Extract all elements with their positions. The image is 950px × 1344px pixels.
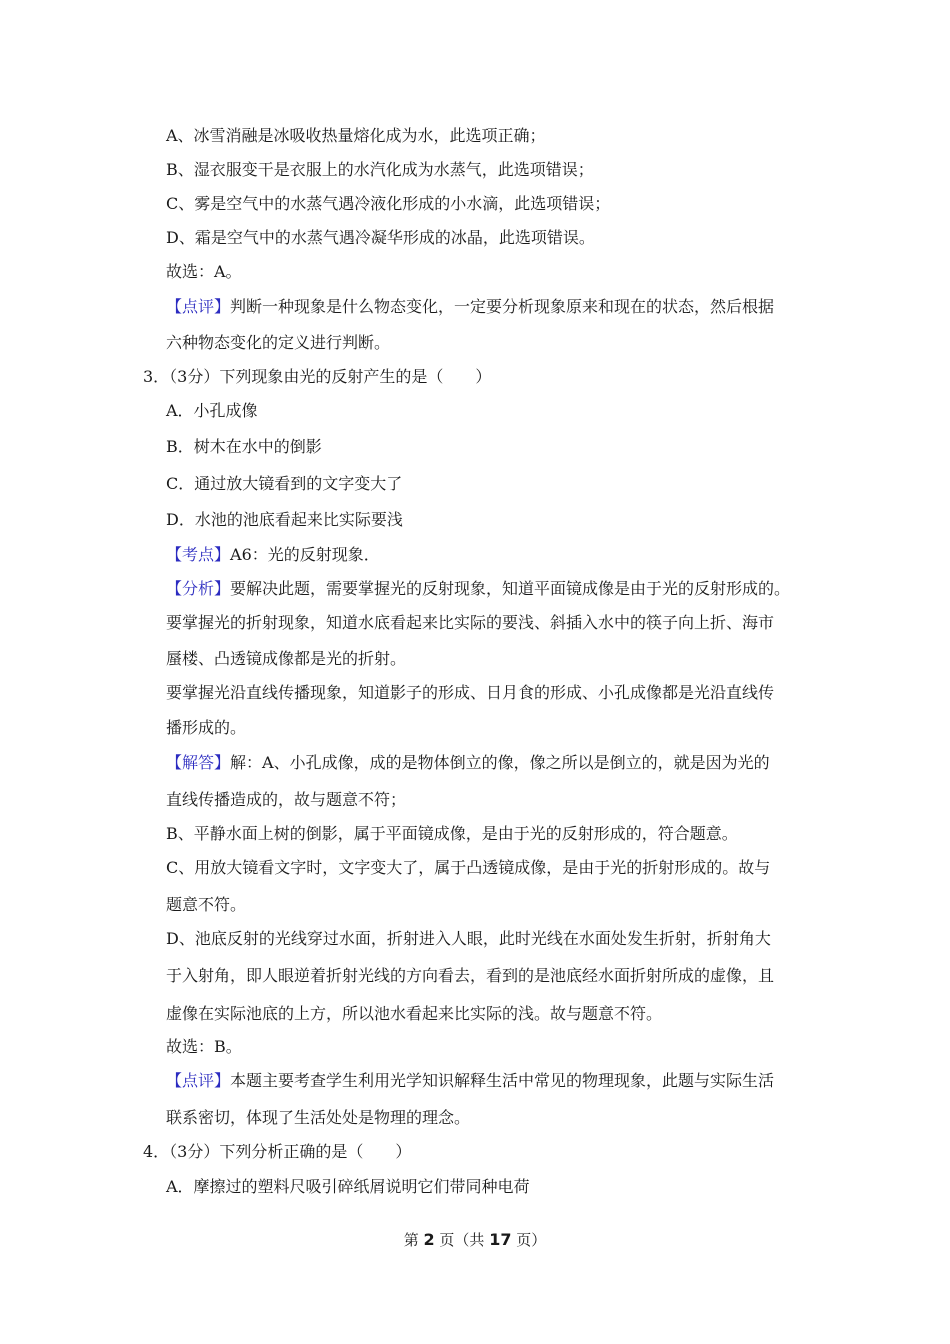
question-4-stem: 4．（3分）下列分析正确的是（ ）: [143, 1142, 412, 1161]
footer-prefix: 第: [403, 1231, 424, 1249]
q3-solution-line-5: 题意不符。: [166, 895, 247, 914]
q3-option-d: D．水池的池底看起来比实际要浅: [166, 510, 403, 529]
q3-solution-line-4: C、用放大镜看文字时，文字变大了，属于凸透镜成像，是由于光的折射形成的。故与: [166, 858, 771, 877]
q3-review: [166, 1070, 774, 1092]
q3-point: [166, 544, 380, 566]
prev-option-b: B、湿衣服变干是衣服上的水汽化成为水蒸气，此选项错误；: [166, 160, 594, 179]
q3-analysis-line-5: 播形成的。: [166, 718, 247, 737]
footer-middle: 页（共: [434, 1231, 490, 1249]
prev-choice: 故选：A。: [166, 262, 242, 281]
prev-option-d: D、霜是空气中的水蒸气遇冷凝华形成的冰晶，此选项错误。: [166, 228, 595, 247]
analysis-text: 要解决此题，需要掌握光的反射现象，知道平面镜成像是由于光的反射形成的。: [230, 579, 791, 598]
review-text: 判断一种现象是什么物态变化，一定要分析现象原来和现在的状态，然后根据: [230, 297, 775, 316]
point-tag: 【考点】: [166, 545, 231, 564]
q3-solution: [166, 752, 770, 774]
q3-solution-line-8: 虚像在实际池底的上方，所以池水看起来比实际的浅。故与题意不符。: [166, 1004, 663, 1023]
prev-option-c: C、雾是空气中的水蒸气遇冷液化形成的小水滴，此选项错误；: [166, 194, 611, 213]
q3-option-b: B．树木在水中的倒影: [166, 437, 322, 456]
point-text: A6：光的反射现象．: [230, 545, 380, 564]
total-pages: 17: [489, 1230, 512, 1249]
page-footer: [0, 1229, 950, 1251]
q3-analysis-line-4: 要掌握光沿直线传播现象，知道影子的形成、日月食的形成、小孔成像都是光沿直线传: [166, 683, 775, 702]
q3-solution-line-2: 直线传播造成的，故与题意不符；: [166, 790, 407, 809]
q4-option-a: A．摩擦过的塑料尺吸引碎纸屑说明它们带同种电荷: [166, 1177, 530, 1196]
q3-solution-line-7: 于入射角，即人眼逆着折射光线的方向看去，看到的是池底经水面折射所成的虚像，且: [166, 966, 775, 985]
footer-suffix: 页）: [511, 1231, 547, 1249]
analysis-tag: 【分析】: [166, 579, 231, 598]
prev-review: [166, 296, 774, 318]
q3-review-cont: 联系密切，体现了生活处处是物理的理念。: [166, 1108, 471, 1127]
q3-solution-line-6: D、池底反射的光线穿过水面，折射进入人眼，此时光线在水面处发生折射，折射角大: [166, 929, 771, 948]
solution-tag: 【解答】: [166, 753, 231, 772]
review-tag: 【点评】: [166, 297, 231, 316]
prev-review-cont: 六种物态变化的定义进行判断。: [166, 333, 391, 352]
prev-option-a: A、冰雪消融是冰吸收热量熔化成为水，此选项正确；: [166, 126, 546, 145]
q3-option-c: C．通过放大镜看到的文字变大了: [166, 474, 403, 493]
question-3-stem: 3．（3分）下列现象由光的反射产生的是（ ）: [143, 367, 492, 386]
solution-text: 解：A、小孔成像，成的是物体倒立的像，像之所以是倒立的，就是因为光的: [230, 753, 770, 772]
q3-solution-line-3: B、平静水面上树的倒影，属于平面镜成像，是由于光的反射形成的，符合题意。: [166, 824, 738, 843]
q3-choice: 故选：B。: [166, 1037, 242, 1056]
q3-option-a: A．小孔成像: [166, 401, 258, 420]
q3-analysis-line-3: 蜃楼、凸透镜成像都是光的折射。: [166, 649, 407, 668]
q3-analysis-line-2: 要掌握光的折射现象，知道水底看起来比实际的要浅、斜插入水中的筷子向上折、海市: [166, 613, 775, 632]
review-tag: 【点评】: [166, 1071, 231, 1090]
page-number: 2: [423, 1230, 435, 1249]
q3-analysis: [166, 578, 790, 600]
review-text: 本题主要考查学生利用光学知识解释生活中常见的物理现象，此题与实际生活: [230, 1071, 775, 1090]
